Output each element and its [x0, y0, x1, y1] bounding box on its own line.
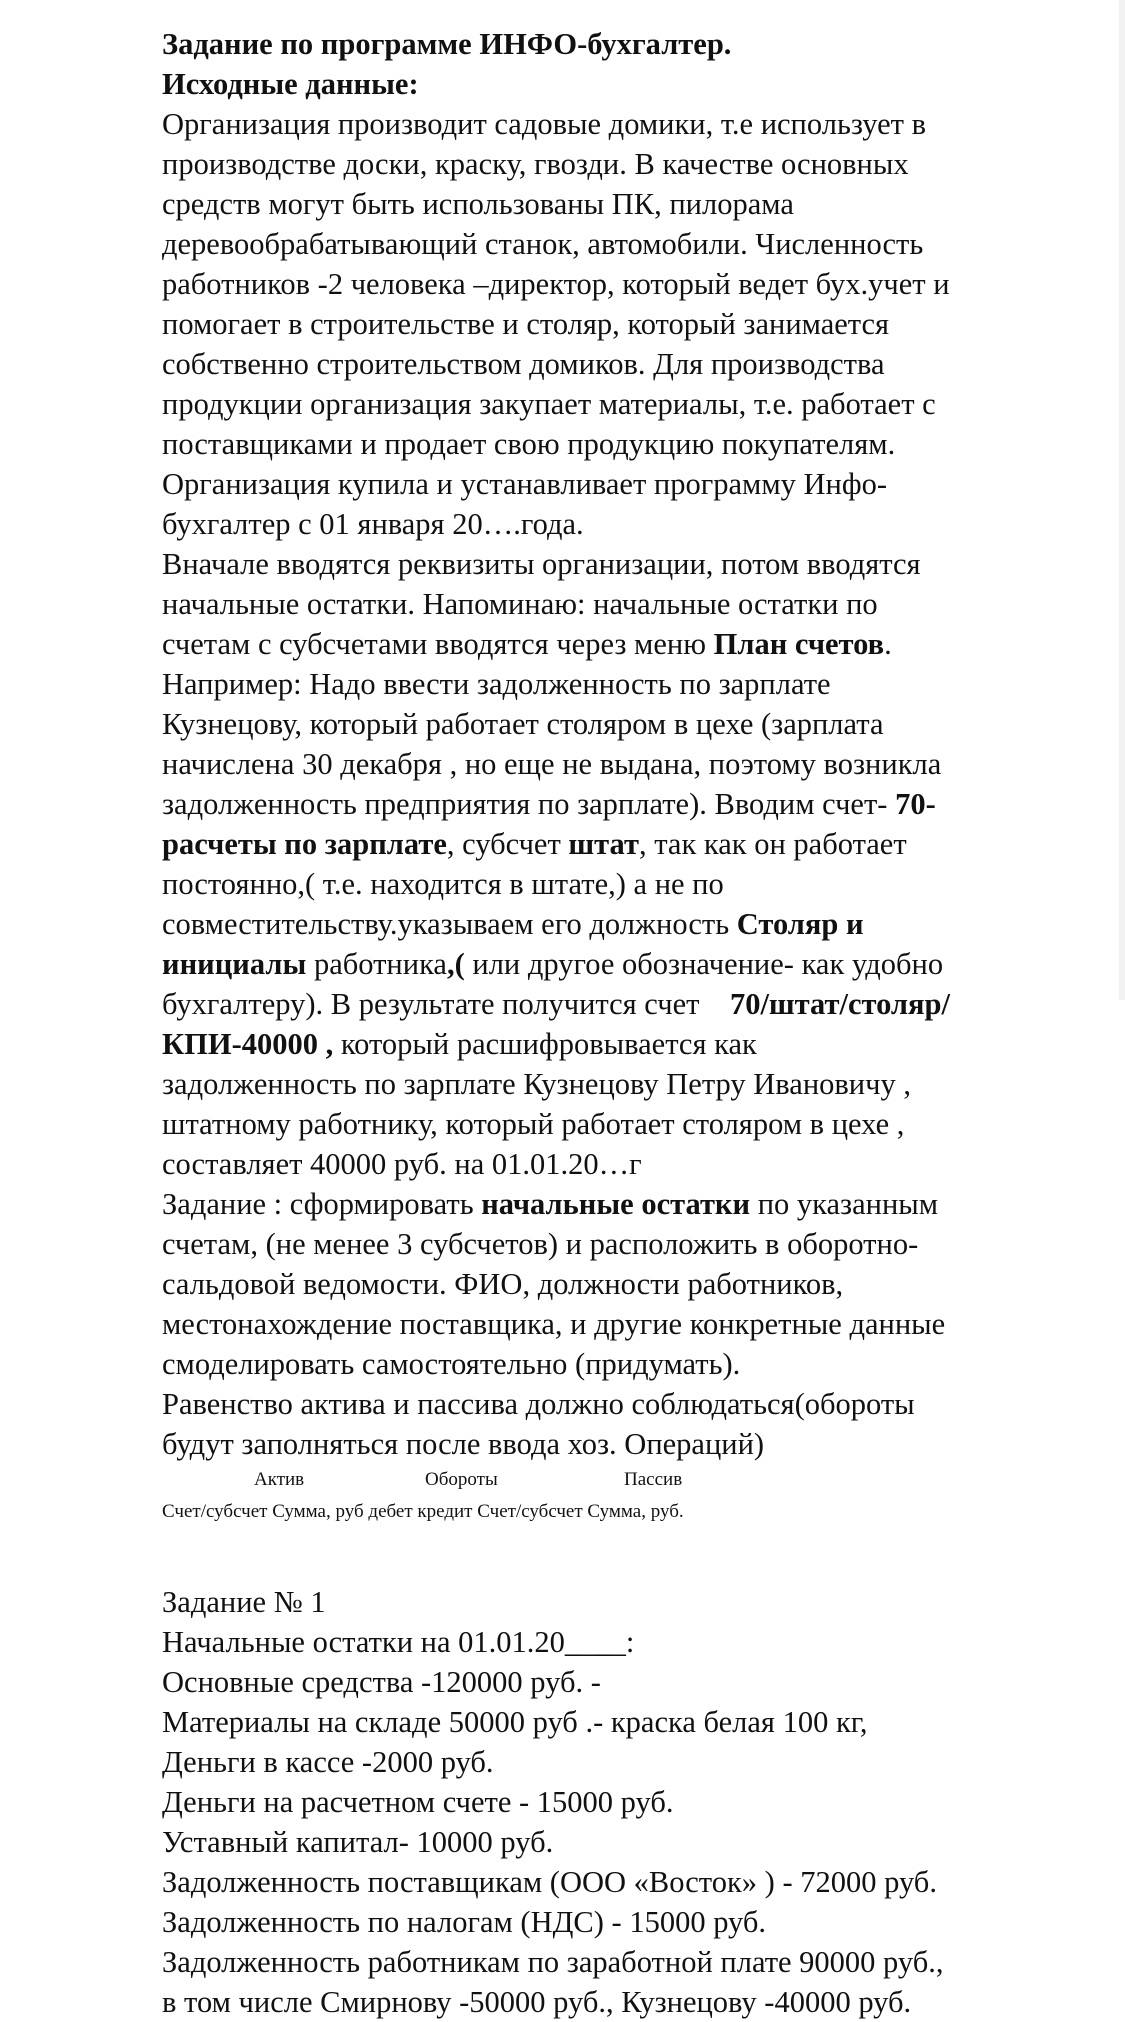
task-line: в том числе Смирнову -50000 руб., Кузнецову -40000 руб. — [162, 1985, 912, 2019]
text-line: задолженность по зарплате Кузнецову Петру Ивановичу , — [162, 1067, 911, 1101]
account-path-end: КПИ-40000 , — [162, 1027, 334, 1061]
text-line — [162, 1184, 1062, 1224]
text-line: Равенство актива и пассива должно соблюдаться(обороты — [162, 1387, 915, 1421]
text-line — [162, 904, 1062, 944]
text-line — [162, 944, 1062, 984]
text-line: работников -2 человека –директор, который ведет бух.учет и — [162, 267, 950, 301]
text-line: Организация купила и устанавливает программу Инфо- — [162, 467, 888, 501]
text-line: средств могут быть использованы ПК, пилорама — [162, 187, 794, 221]
page-edge-shadow — [1119, 0, 1125, 1000]
chart-of-accounts-term: План счетов — [713, 627, 885, 661]
group-header-active: Актив — [254, 1469, 305, 1490]
column-header: кредит — [417, 1501, 473, 1522]
text-line: поставщиками и продает свою продукцию покупателям. — [162, 427, 896, 461]
text-run: который расшифровывается как — [333, 1027, 757, 1061]
text-line: будут заполняться после ввода хоз. Операций) — [162, 1427, 765, 1461]
task-line: Начальные остатки на 01.01.20____: — [162, 1625, 635, 1659]
document-title: Задание по программе ИНФО-бухгалтер. — [162, 27, 732, 61]
text-line — [162, 784, 1062, 824]
column-headers-row — [162, 1500, 684, 1524]
text-run: , так как он работает — [638, 827, 907, 861]
text-run-bold: ,( — [446, 947, 465, 981]
text-run: задолженность предприятия по зарплате). Вводим счет- — [162, 787, 896, 821]
text-run: или другое обозначение- как удобно — [464, 947, 944, 981]
column-header: дебет — [368, 1501, 413, 1522]
column-header: Сумма, руб. — [587, 1501, 684, 1522]
column-header: Счет/субсчет — [477, 1501, 583, 1522]
text-run: счетам с субсчетами вводятся через меню — [162, 627, 714, 661]
text-line: продукции организация закупает материалы, т.е. работает с — [162, 387, 936, 421]
text-run: работника — [306, 947, 447, 981]
text-run: . — [884, 627, 892, 661]
subaccount-name: штат — [568, 827, 639, 861]
text-line: Организация производит садовые домики, т.е использует в — [162, 107, 927, 141]
document-page — [162, 24, 1062, 2022]
text-line — [162, 824, 1062, 864]
text-line: постоянно,( т.е. находится в штате,) а не по — [162, 867, 724, 901]
task-line: Задолженность поставщикам (ООО «Восток» ) - 72000 руб. — [162, 1865, 937, 1899]
text-line: сальдовой ведомости. ФИО, должности работников, — [162, 1267, 844, 1301]
account-number: 70- — [895, 787, 936, 821]
text-line: Например: Надо ввести задолженность по зарплате — [162, 667, 831, 701]
task-line: Уставный капитал- 10000 руб. — [162, 1825, 554, 1859]
group-header-passive: Пассив — [624, 1469, 683, 1490]
text-run: , субсчет — [446, 827, 569, 861]
text-line: счетам, (не менее 3 субсчетов) и расположить в оборотно- — [162, 1227, 919, 1261]
task-line: Деньги на расчетном счете - 15000 руб. — [162, 1785, 674, 1819]
text-line: бухгалтер с 01 января 20….года. — [162, 507, 584, 541]
text-line — [162, 984, 1062, 1024]
text-line: деревообрабатывающий станок, автомобили. Численность — [162, 227, 924, 261]
column-header: Счет/субсчет — [162, 1501, 268, 1522]
task-title: Задание № 1 — [162, 1585, 326, 1619]
turnover-balance-table-header — [162, 1464, 1062, 1546]
initial-data-heading: Исходные данные: — [162, 67, 419, 101]
text-line: смоделировать самостоятельно (придумать). — [162, 1347, 741, 1381]
text-line: составляет 40000 руб. на 01.01.20…г — [162, 1147, 642, 1181]
account-name: расчеты по зарплате — [162, 827, 447, 861]
text-line: Вначале вводятся реквизиты организации, потом вводятся — [162, 547, 921, 581]
task-line: Материалы на складе 50000 руб .- краска белая 100 кг, — [162, 1705, 868, 1739]
text-line: начальные остатки. Напоминаю: начальные остатки по — [162, 587, 878, 621]
blank-space — [162, 1546, 1062, 1582]
group-header-turnover: Обороты — [425, 1469, 498, 1490]
text-run: совместительству.указываем его должность — [162, 907, 737, 941]
task-line: Задолженность по налогам (НДС) - 15000 руб. — [162, 1905, 767, 1939]
task-line: Основные средства -120000 руб. - — [162, 1665, 601, 1699]
text-run: по указанным — [750, 1187, 939, 1221]
text-line — [162, 624, 1062, 664]
column-header: Сумма, руб — [272, 1501, 364, 1522]
initials-term: инициалы — [162, 947, 307, 981]
text-line: Кузнецову, который работает столяром в цехе (зарплата — [162, 707, 884, 741]
text-line: производстве доски, краску, гвозди. В качестве основных — [162, 147, 909, 181]
text-run: Задание : сформировать — [162, 1187, 482, 1221]
text-line: помогает в строительстве и столяр, который занимается — [162, 307, 890, 341]
task-line: Задолженность работникам по заработной плате 90000 руб., — [162, 1945, 944, 1979]
position-term: Столяр и — [736, 907, 864, 941]
text-line: штатному работнику, который работает столяром в цехе , — [162, 1107, 905, 1141]
account-path: 70/штат/столяр/ — [729, 987, 950, 1021]
text-line — [162, 1024, 1062, 1064]
opening-balances-term: начальные остатки — [481, 1187, 751, 1221]
task-line: Деньги в кассе -2000 руб. — [162, 1745, 494, 1779]
text-line: начислена 30 декабря , но еще не выдана, поэтому возникла — [162, 747, 942, 781]
text-run: бухгалтеру). В результате получится счет — [162, 987, 730, 1021]
text-line: местонахождение поставщика, и другие конкретные данные — [162, 1307, 946, 1341]
text-line: собственно строительством домиков. Для производства — [162, 347, 885, 381]
